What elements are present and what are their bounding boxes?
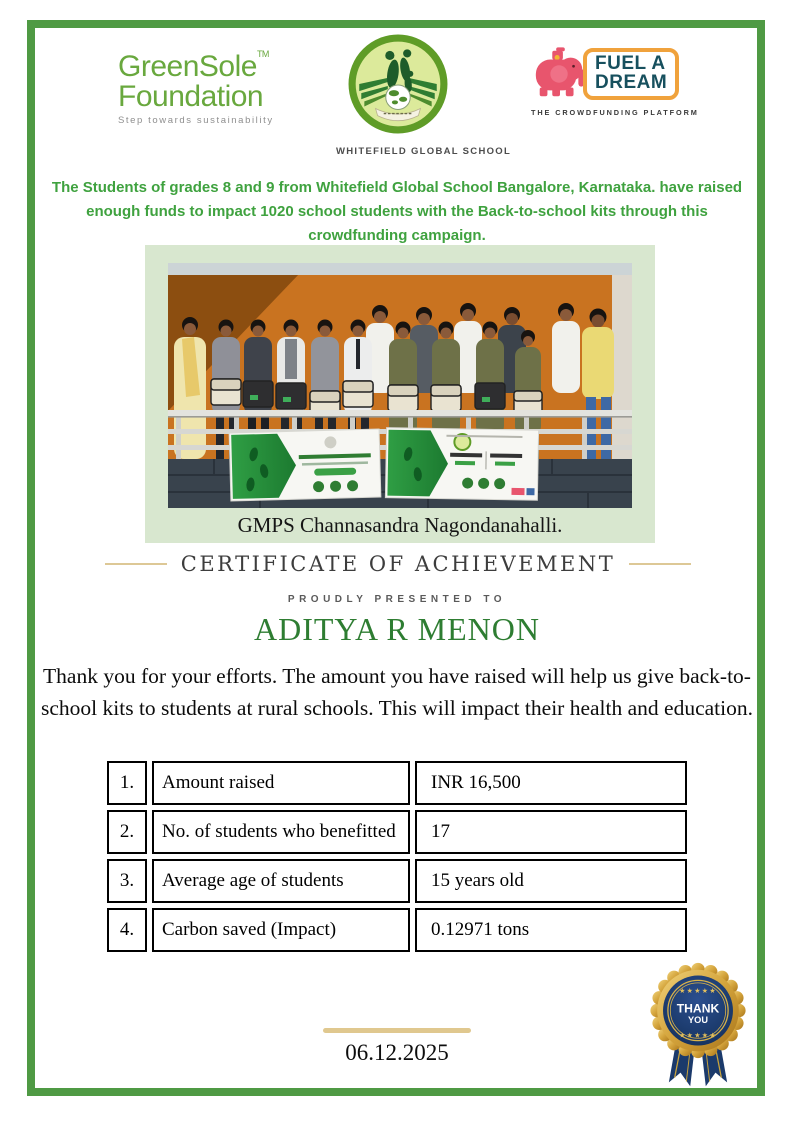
fueladream-tagline: THE CROWDFUNDING PLATFORM: [531, 108, 699, 117]
row-label: Carbon saved (Impact): [152, 908, 410, 952]
impact-table: [102, 756, 692, 957]
group-photo: [168, 263, 632, 508]
row-value: 15 years old: [415, 859, 687, 903]
certificate-title-row: [105, 552, 691, 576]
table-row: [107, 859, 687, 903]
school-logo-icon: [347, 33, 449, 135]
right-banner: [385, 428, 538, 501]
row-value: INR 16,500: [415, 761, 687, 805]
left-banner: [229, 429, 381, 501]
fueladream-wordmark: [583, 48, 679, 99]
school-logo-block: [336, 33, 512, 157]
greensole-logo: [118, 49, 274, 126]
row-number: 3.: [107, 859, 147, 903]
badge-stars-bottom: ★★★★★: [679, 1032, 717, 1040]
fueladream-line2: DREAM: [595, 71, 668, 93]
fueladream-elephant-icon: [531, 45, 589, 103]
badge-seal: [650, 963, 745, 1058]
row-label: Average age of students: [152, 859, 410, 903]
certificate-title: CERTIFICATE OF ACHIEVEMENT: [180, 552, 616, 576]
row-number: 1.: [107, 761, 147, 805]
row-label: Amount raised: [152, 761, 410, 805]
table-row: [107, 908, 687, 952]
row-value: 17: [415, 810, 687, 854]
badge-line2: YOU: [688, 1015, 708, 1026]
table-row: [107, 761, 687, 805]
greensole-name-text: GreenSole: [118, 50, 257, 83]
school-logo-label: WHITEFIELD GLOBAL SCHOOL: [336, 146, 512, 157]
greensole-name: [118, 49, 274, 83]
row-number: 4.: [107, 908, 147, 952]
row-label: No. of students who benefitted: [152, 810, 410, 854]
badge-line1: THANK: [676, 1001, 720, 1016]
row-value: 0.12971 tons: [415, 908, 687, 952]
intro-paragraph: The Students of grades 8 and 9 from Whitefield Global School Bangalore, Karnataka. have raised enough funds to impact 1020 school students with the Back-to-school kits through this crowdfunding campaign.: [51, 179, 743, 244]
greensole-tagline: Step towards sustainability: [118, 115, 274, 126]
thank-you-message: Thank you for your efforts. The amount you have raised will help us give back-to-school kits to students at rural schools. This will impact their health and education.: [41, 664, 753, 721]
badge-stars-top: ★★★★★: [679, 988, 717, 996]
date-text: 06.12.2025: [345, 1040, 449, 1065]
date-rule: [323, 1028, 471, 1033]
presented-label: PROUDLY PRESENTED TO: [287, 594, 507, 605]
table-row: [107, 810, 687, 854]
photo-frame: [145, 245, 655, 543]
row-number: 2.: [107, 810, 147, 854]
fueladream-line1: FUEL A: [595, 53, 666, 75]
title-right-rule: [629, 563, 691, 565]
impact-table-wrap: [0, 756, 794, 957]
title-left-rule: [105, 563, 167, 565]
thank-you-badge: [648, 960, 748, 1096]
greensole-foundation: Foundation: [118, 80, 264, 113]
photo-caption: GMPS Channasandra Nagondanahalli.: [237, 513, 563, 537]
recipient-name: ADITYA R MENON: [254, 611, 540, 647]
fueladream-logo: [531, 45, 699, 117]
thank-you-badge-icon: [648, 960, 748, 1096]
greensole-tm: TM: [256, 49, 269, 59]
